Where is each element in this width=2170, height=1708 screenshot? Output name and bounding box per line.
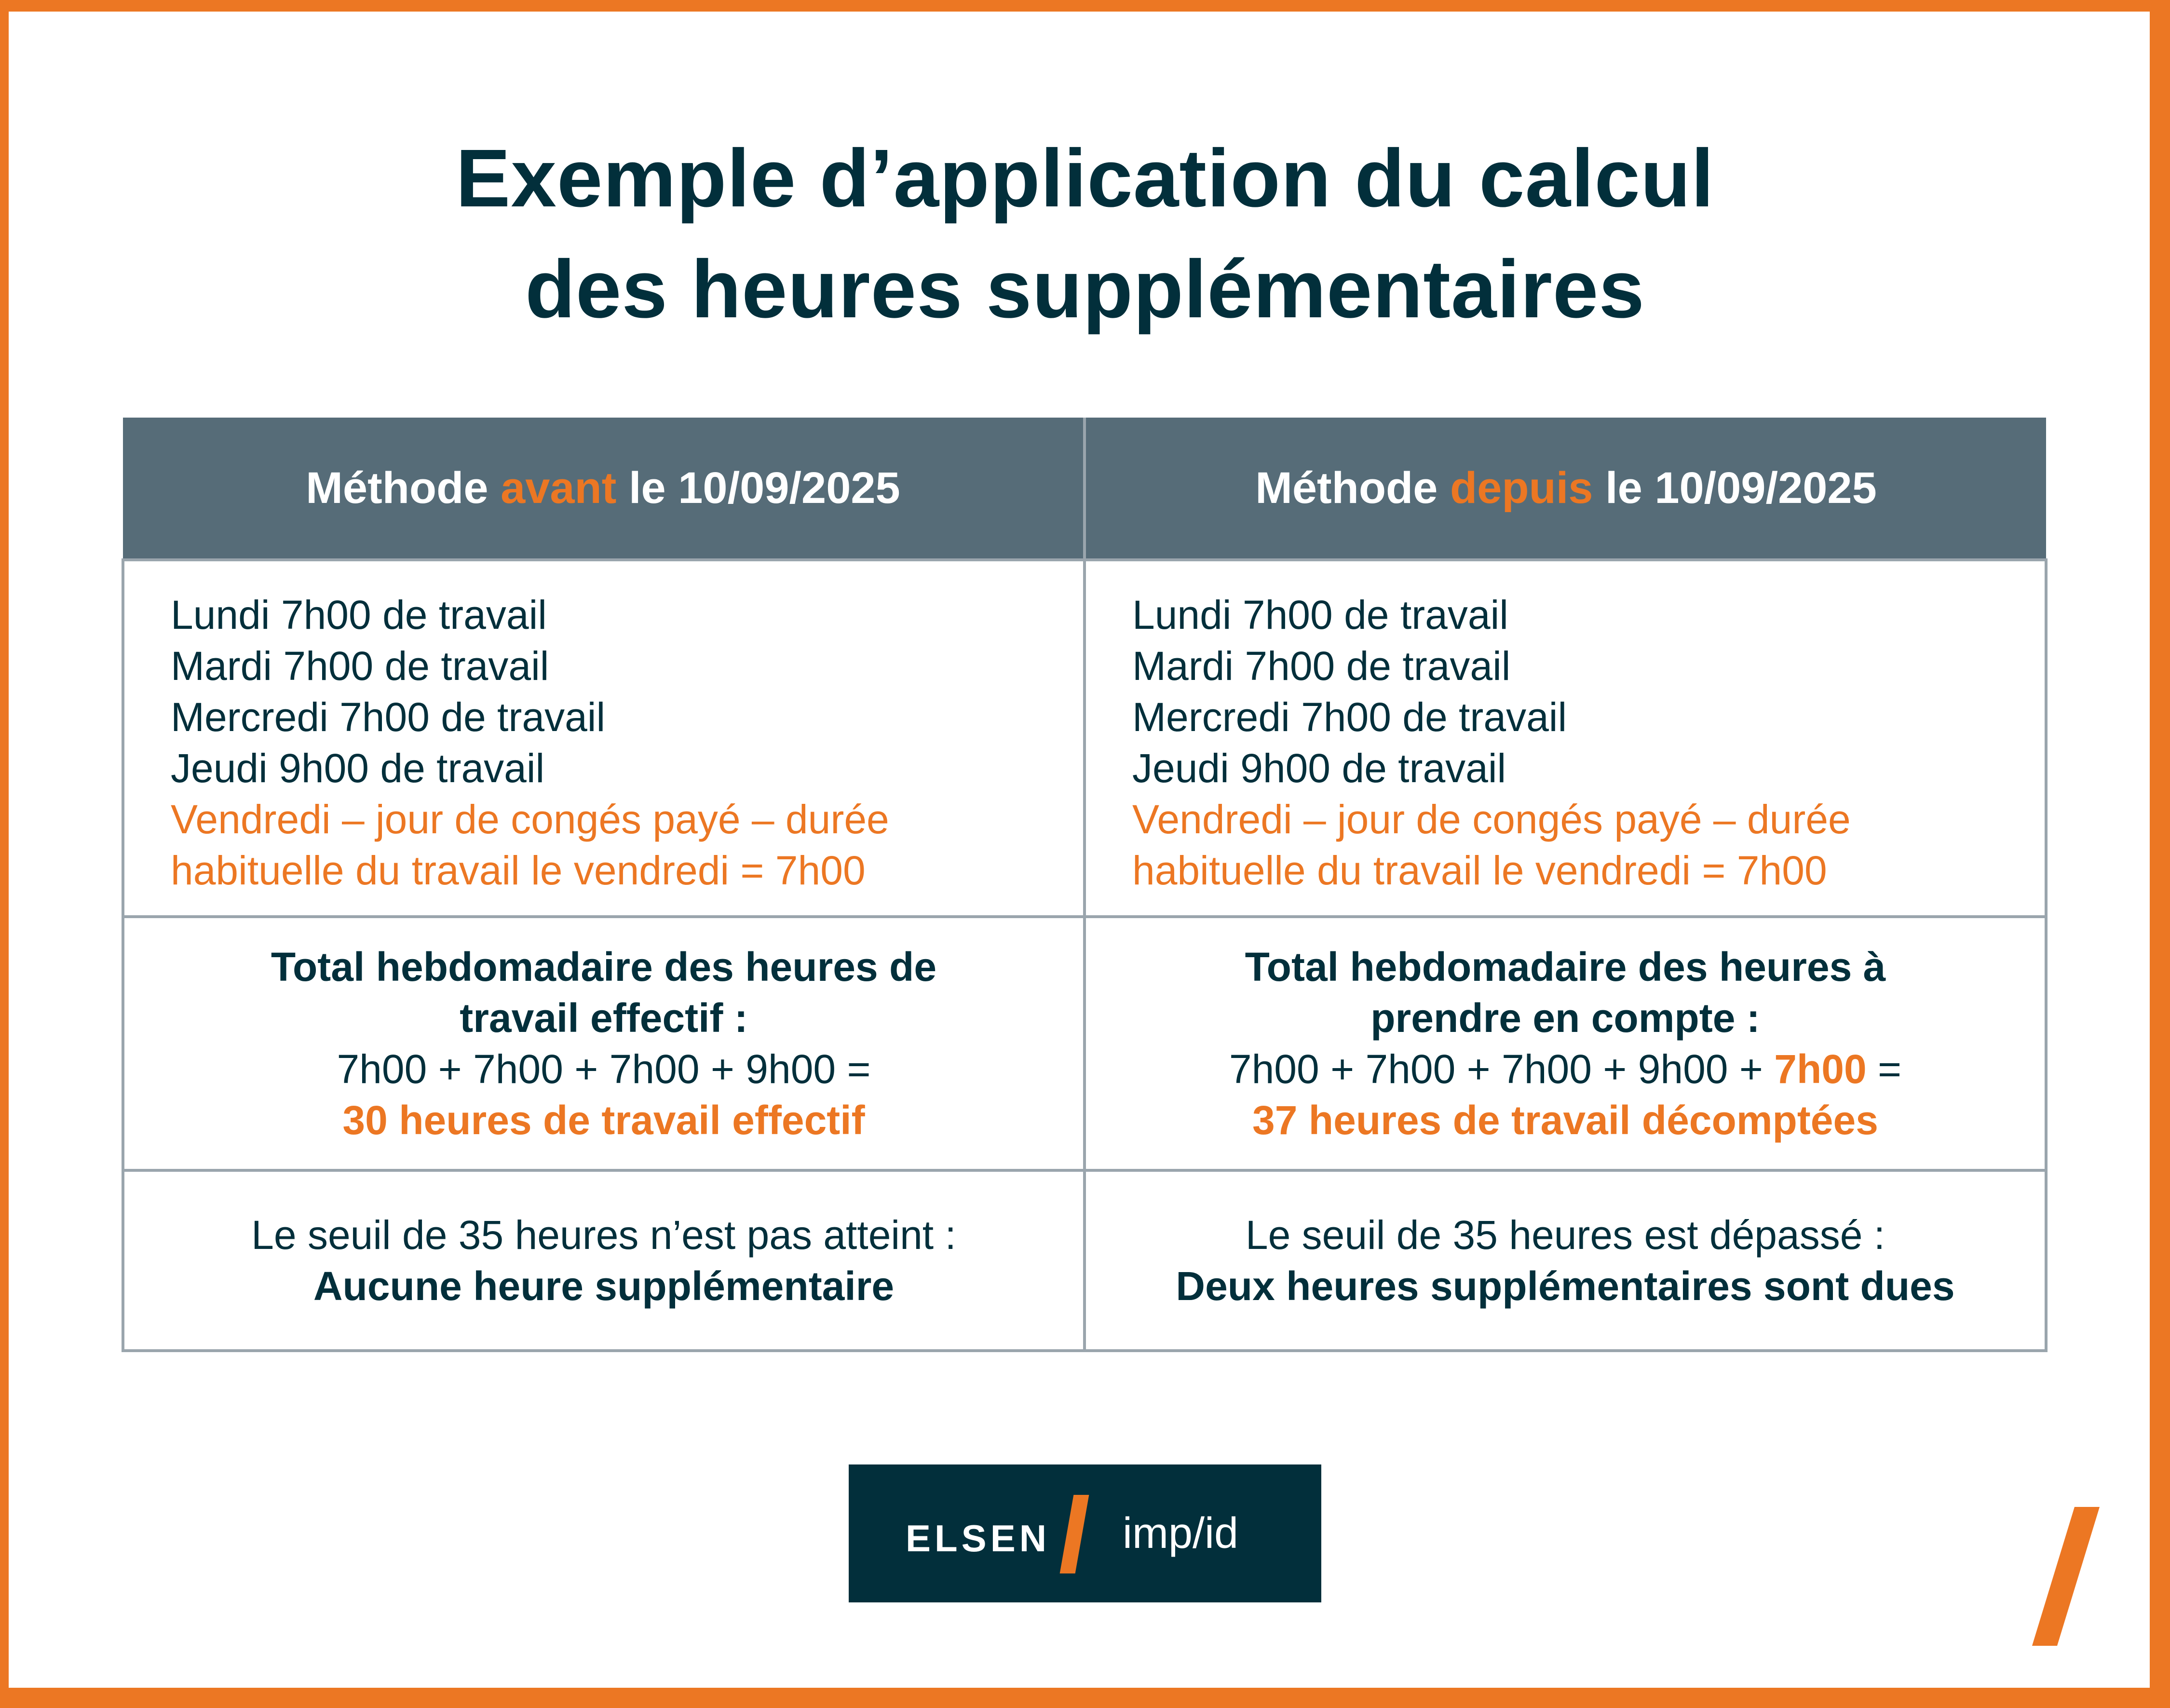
friday-line: Vendredi – jour de congés payé – durée (1132, 797, 1851, 842)
days-cell-since (1085, 560, 2046, 917)
header-highlight: avant (501, 463, 617, 513)
page-title (0, 123, 2170, 345)
header-suffix: le 10/09/2025 (1593, 463, 1877, 513)
total-cell-since (1085, 917, 2046, 1170)
conclusion-text: Le seuil de 35 heures n’est pas atteint : (251, 1212, 956, 1258)
total-cell-before (123, 917, 1085, 1170)
friday-line: habituelle du travail le vendredi = 7h00 (171, 848, 866, 893)
header-method-before (123, 418, 1085, 560)
friday-line: Vendredi – jour de congés payé – durée (171, 797, 889, 842)
logo-implid-text: imp/id (1123, 1509, 1239, 1558)
total-result: 30 heures de travail effectif (342, 1098, 865, 1143)
day-line: Jeudi 9h00 de travail (1132, 746, 1506, 791)
day-line: Mercredi 7h00 de travail (171, 694, 606, 740)
table-row-conclusion (123, 1170, 2046, 1351)
day-line: Lundi 7h00 de travail (171, 592, 547, 637)
total-label: prendre en compte : (1370, 995, 1760, 1041)
total-label: travail effectif : (460, 995, 748, 1041)
day-line: Mardi 7h00 de travail (1132, 643, 1511, 689)
title-line-1: Exemple d’application du calcul (456, 133, 1714, 224)
conclusion-result: Aucune heure supplémentaire (313, 1263, 895, 1309)
header-method-since (1085, 418, 2046, 560)
formula-extra: 7h00 (1774, 1046, 1867, 1092)
day-line: Mardi 7h00 de travail (171, 643, 549, 689)
total-formula (124, 1044, 1083, 1095)
table-row-days (123, 560, 2046, 917)
header-suffix: le 10/09/2025 (616, 463, 900, 513)
logo-slash-icon (1060, 1495, 1089, 1573)
conclusion-cell-before (123, 1170, 1085, 1351)
header-prefix: Méthode (306, 463, 501, 513)
conclusion-text: Le seuil de 35 heures est dépassé : (1245, 1212, 1885, 1258)
table-row-total (123, 917, 2046, 1170)
total-label: Total hebdomadaire des heures de (271, 944, 937, 990)
total-formula (1086, 1044, 2045, 1095)
formula-text: 7h00 + 7h00 + 7h00 + 9h00 + (1229, 1046, 1775, 1092)
day-line: Lundi 7h00 de travail (1132, 592, 1508, 637)
formula-text: 7h00 + 7h00 + 7h00 + 9h00 = (337, 1046, 871, 1092)
header-prefix: Méthode (1255, 463, 1450, 513)
day-line: Mercredi 7h00 de travail (1132, 694, 1567, 740)
days-cell-before (123, 560, 1085, 917)
table-header-row (123, 418, 2046, 560)
header-highlight: depuis (1450, 463, 1593, 513)
title-line-2: des heures supplémentaires (525, 244, 1645, 335)
total-label: Total hebdomadaire des heures à (1245, 944, 1886, 990)
friday-line: habituelle du travail le vendredi = 7h00 (1132, 848, 1827, 893)
day-line: Jeudi 9h00 de travail (171, 746, 545, 791)
comparison-table (122, 418, 2048, 1352)
formula-end: = (1866, 1046, 1902, 1092)
conclusion-cell-since (1085, 1170, 2046, 1351)
total-result: 37 heures de travail décomptées (1252, 1098, 1878, 1143)
logo-elsen-text: ELSEN (906, 1517, 1051, 1559)
elsen-implid-logo (849, 1464, 1321, 1602)
conclusion-result: Deux heures supplémentaires sont dues (1176, 1263, 1955, 1309)
